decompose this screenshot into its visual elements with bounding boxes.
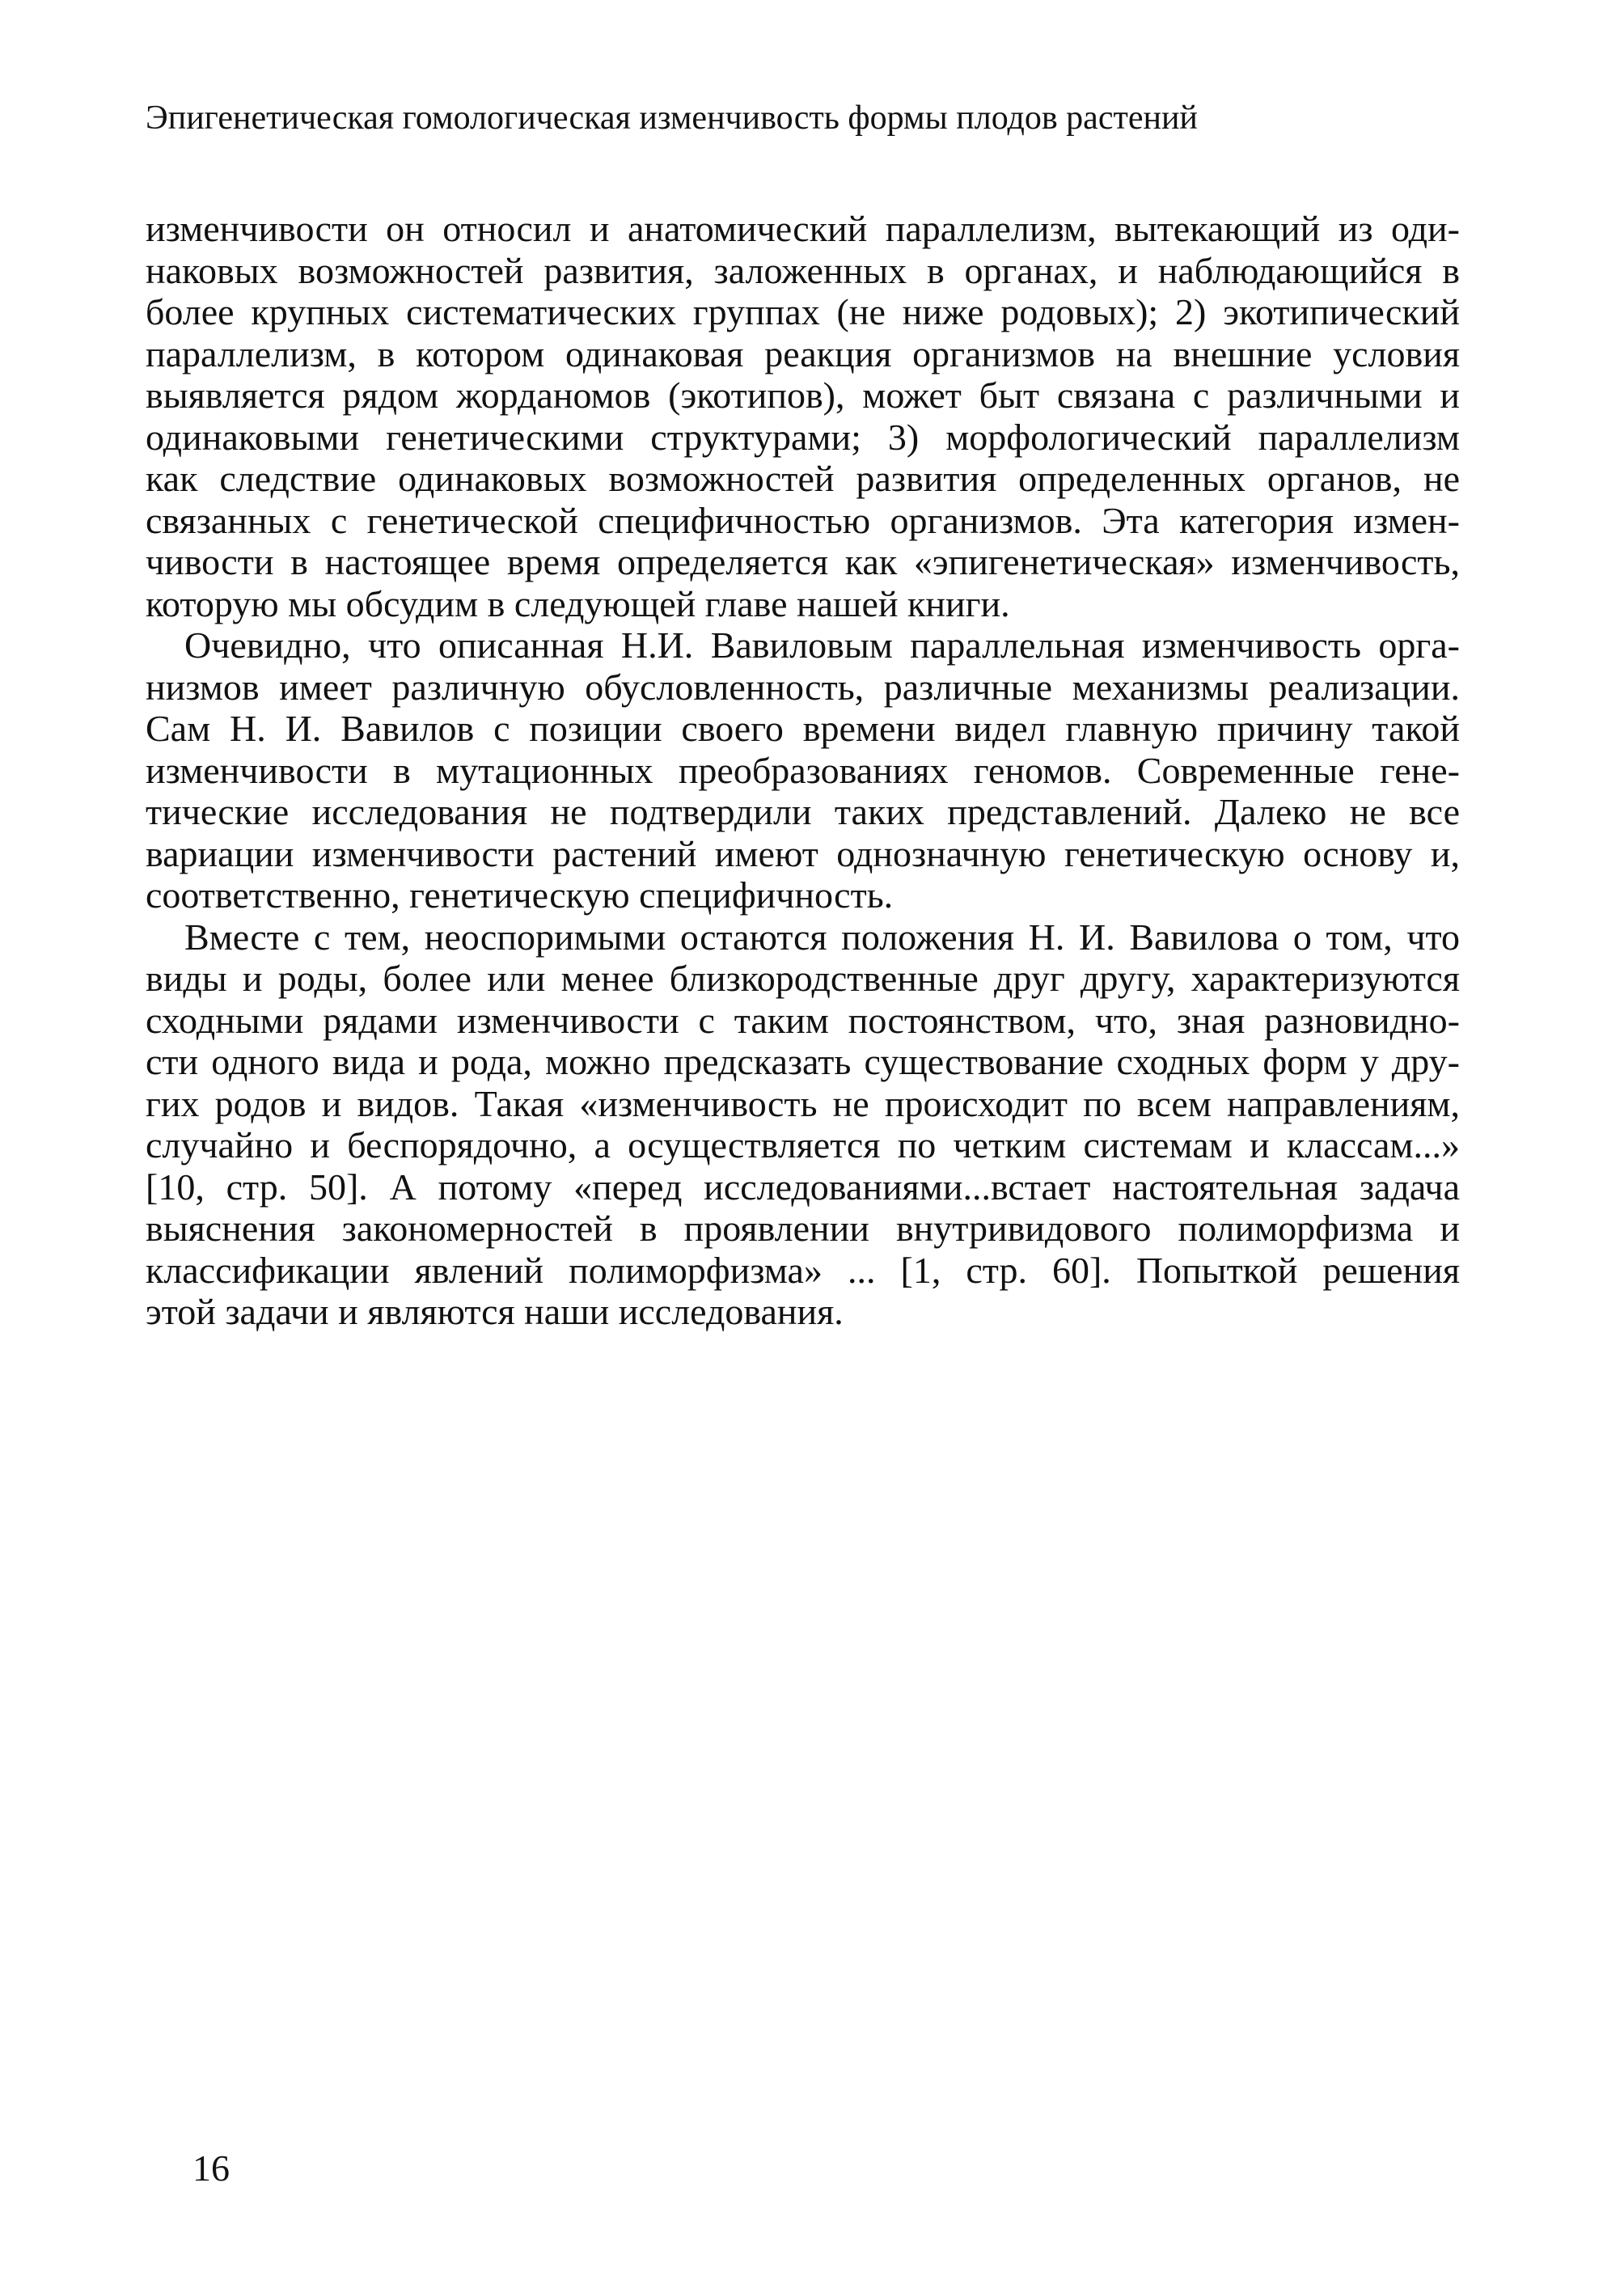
text-line: вариации изменчивости растений имеют однозначную генетическую основу и,: [146, 832, 1460, 874]
text-line: Сам Н. И. Вавилов с позиции своего времени видел главную причину такой: [146, 708, 1460, 749]
text-line: виды и роды, более или менее близкородственные друг другу, характеризуются: [146, 958, 1460, 999]
running-head: Эпигенетическая гомологическая изменчивость формы плодов растений: [146, 99, 1198, 137]
text-line: параллелизм, в котором одинаковая реакция организмов на внешние условия: [146, 332, 1460, 374]
paragraph: [146, 208, 1460, 624]
text-line: выявляется рядом жорданомов (экотипов), может быт связана с различными и: [146, 374, 1460, 416]
text-line: соответственно, генетическую специфичность.: [146, 874, 894, 916]
text-line: выяснения закономерностей в проявлении внутривидового полиморфизма и: [146, 1208, 1460, 1249]
text-line: изменчивости он относил и анатомический параллелизм, вытекающий из оди-: [146, 208, 1460, 249]
text-line: чивости в настоящее время определяется как «эпигенетическая» изменчивость,: [146, 541, 1460, 582]
text-line: [10, стр. 50]. А потому «перед исследованиями...встает настоятельная задача: [146, 1166, 1460, 1208]
text-line: сти одного вида и рода, можно предсказать существование сходных форм у дру-: [146, 1041, 1460, 1082]
text-line: одинаковыми генетическими структурами; 3) морфологический параллелизм: [146, 416, 1460, 458]
text-line: этой задачи и являются наши исследования.: [146, 1291, 844, 1332]
paragraph: [146, 624, 1460, 916]
text-line: изменчивости в мутационных преобразованиях геномов. Современные гене-: [146, 749, 1460, 791]
text-line: низмов имеет различную обусловленность, различные механизмы реализации.: [146, 666, 1460, 708]
text-line: более крупных систематических группах (не ниже родовых); 2) экотипический: [146, 291, 1460, 332]
text-line: связанных с генетической специфичностью организмов. Эта категория измен-: [146, 499, 1460, 541]
body-text: [146, 208, 1460, 1333]
text-line: случайно и беспорядочно, а осуществляется по четким системам и классам...»: [146, 1124, 1460, 1166]
text-line: как следствие одинаковых возможностей развития определенных органов, не: [146, 458, 1460, 499]
text-line: сходными рядами изменчивости с таким постоянством, что, зная разновидно-: [146, 999, 1460, 1041]
text-line: которую мы обсудим в следующей главе нашей книги.: [146, 582, 1010, 624]
text-line: тические исследования не подтвердили таких представлений. Далеко не все: [146, 791, 1460, 832]
text-line: наковых возможностей развития, заложенных в органах, и наблюдающийся в: [146, 249, 1460, 291]
text-line: гих родов и видов. Такая «изменчивость не происходит по всем направлениям,: [146, 1082, 1460, 1124]
paragraph: [146, 916, 1460, 1333]
text-line: Очевидно, что описанная Н.И. Вавиловым параллельная изменчивость орга-: [184, 624, 1460, 666]
text-line: классификации явлений полиморфизма» ... [1, стр. 60]. Попыткой решения: [146, 1249, 1460, 1291]
page-number: 16: [192, 2147, 230, 2189]
text-line: Вместе с тем, неоспоримыми остаются положения Н. И. Вавилова о том, что: [184, 916, 1460, 958]
